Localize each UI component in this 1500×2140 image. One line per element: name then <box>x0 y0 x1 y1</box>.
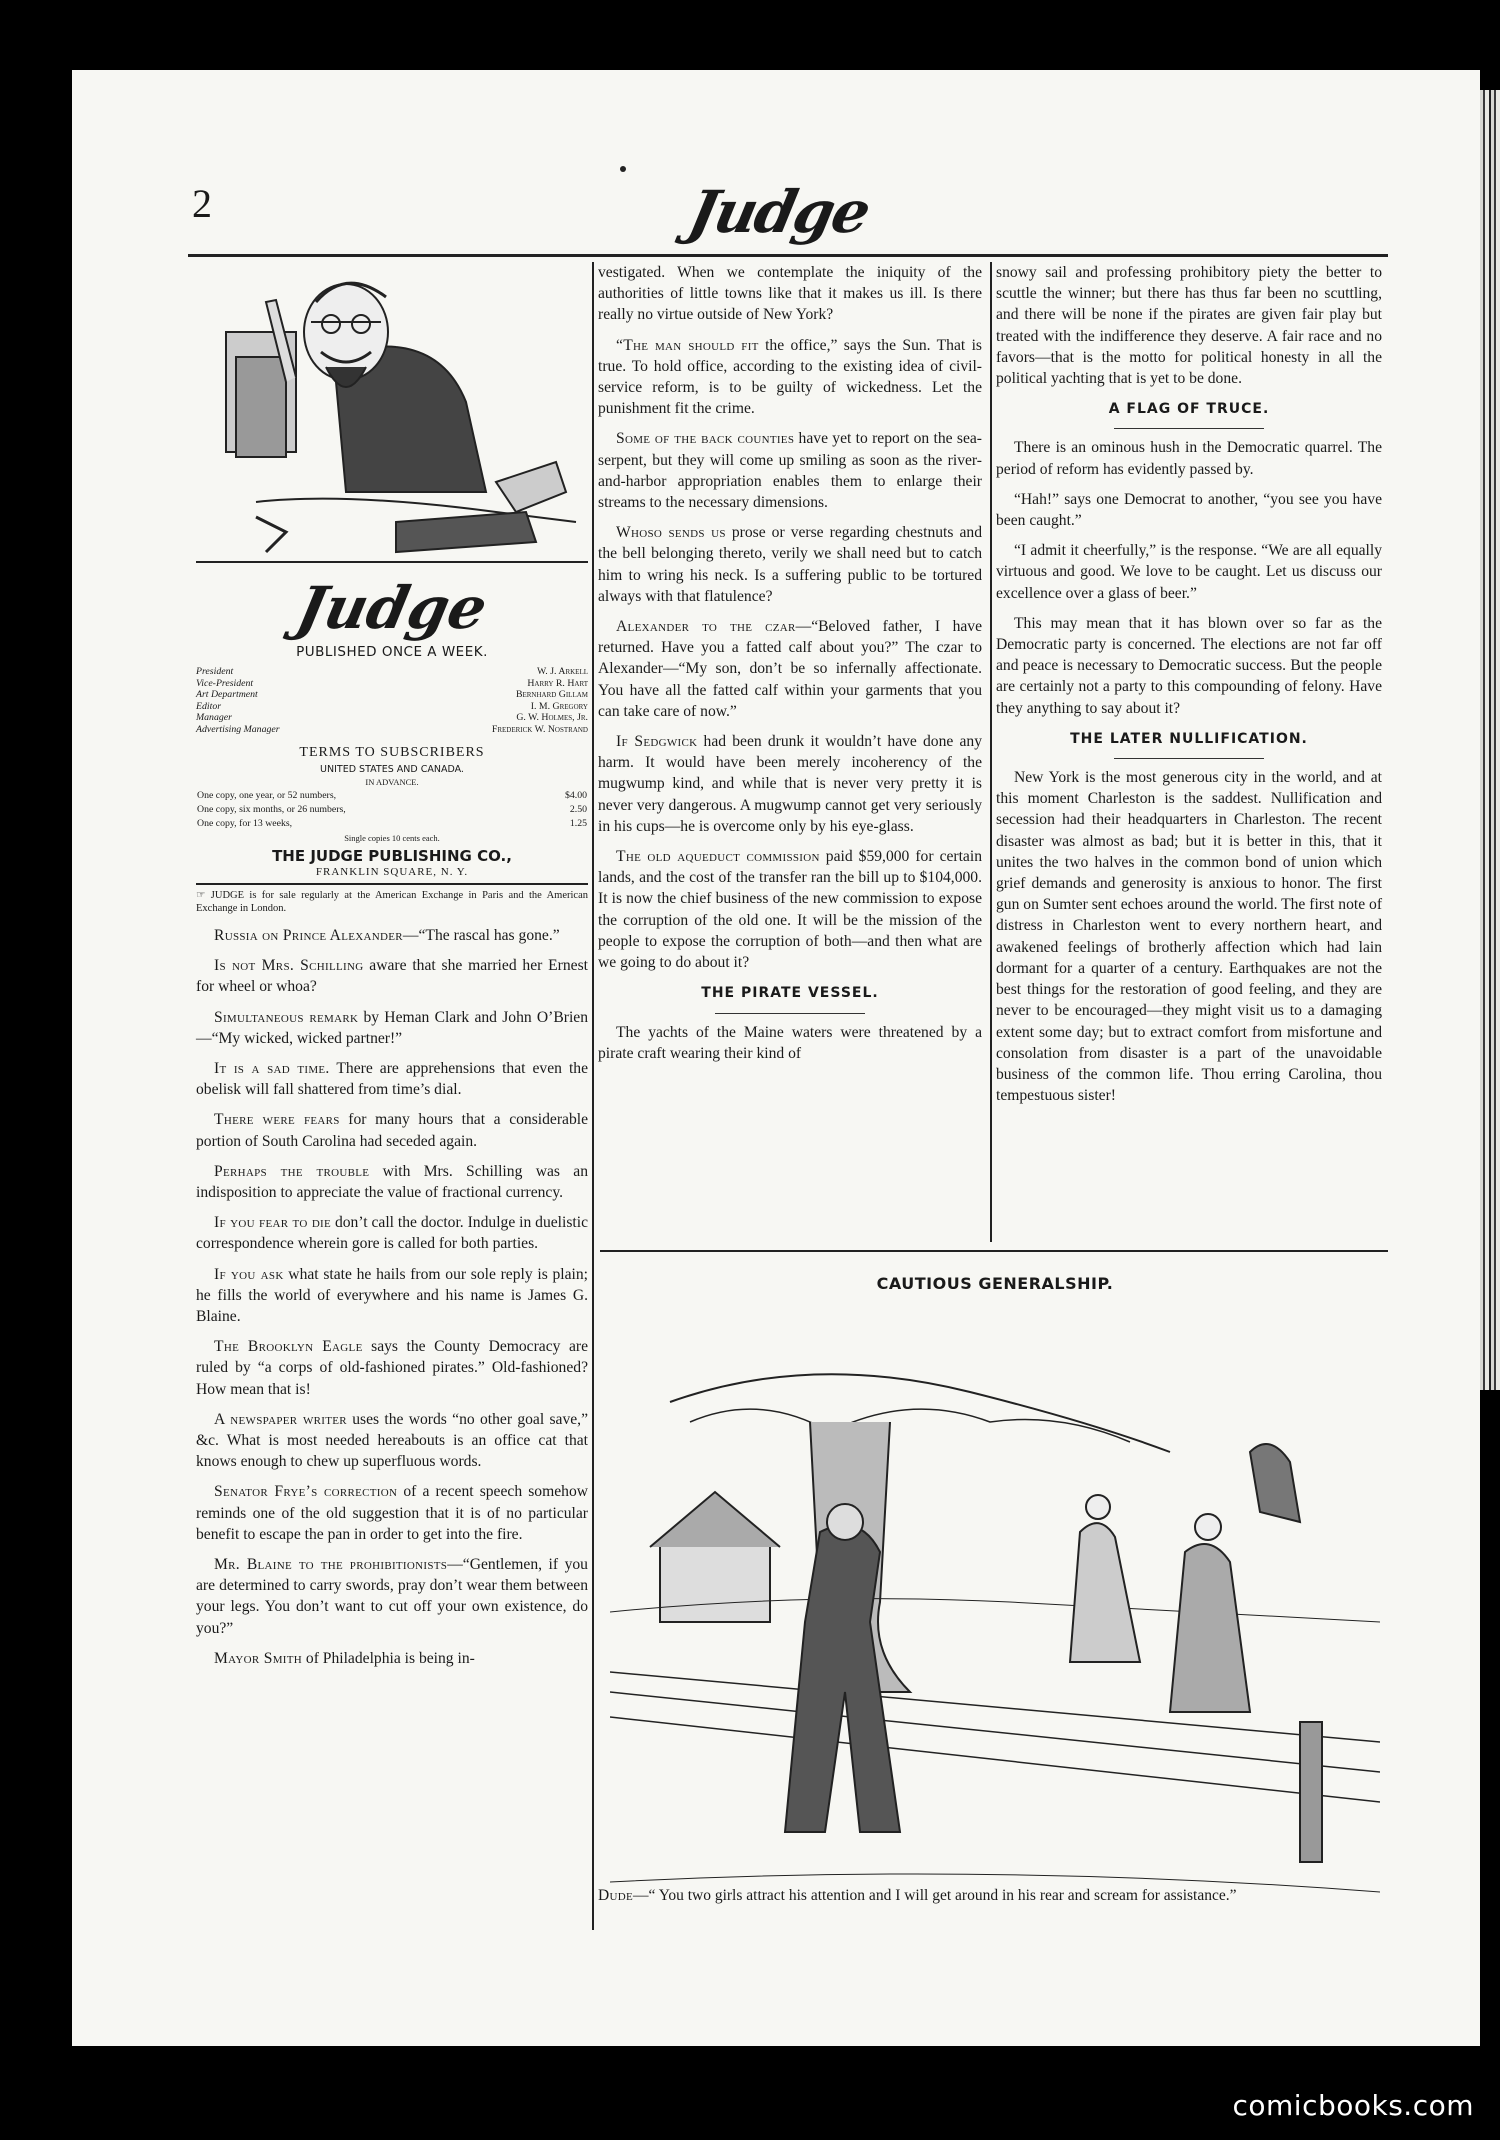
staff-row: Manager G. W. Holmes, Jr. <box>196 712 588 723</box>
pirate-vessel-text: The yachts of the Maine waters were threatened by a pirate craft wearing their kind of <box>598 1023 982 1062</box>
terms-advance: IN ADVANCE. <box>365 777 419 787</box>
header-rule <box>188 254 1388 257</box>
pirate-continued-text: snowy sail and professing prohibitory piety the better to scuttle the winner; but there has thus far been no scuttling, and there will be none if the pirates are given fair play but treated with the indifference they deserve. A fair race and no favors—that is the motto for political honesty in all the political yachting that is yet to be done. <box>996 264 1382 388</box>
paragraph-lead: Whoso sends us <box>616 524 726 542</box>
column-2-paragraph <box>598 262 982 326</box>
paragraph-lead: Is not Mrs. Schilling <box>214 957 364 975</box>
column-1-paragraph <box>196 1058 588 1100</box>
single-copy-price: Single copies 10 cents each. <box>344 833 440 843</box>
paragraph-text: There are apprehensions that even the obelisk will fall shattered from time’s dial. <box>196 1060 588 1099</box>
paragraph-lead: Alexander to the czar <box>616 618 796 636</box>
column-1-paragraph <box>196 1481 588 1545</box>
cartoon-title: CAUTIOUS GENERALSHIP. <box>876 1274 1114 1293</box>
column-1-paragraph <box>196 1212 588 1254</box>
paragraph-text: —“Gentlemen, if you are determined to carry swords, pray don’t wear them between your legs. You don’t want to cut off your own existence, do you?” <box>196 1556 588 1637</box>
paragraph-text: of Philadelphia is being in- <box>302 1649 475 1667</box>
staff-row: Editor I. M. Gregory <box>196 700 588 712</box>
paragraph-text: says the County Democracy are ruled by “a corps of old-fashioned pirates.” Old-fashioned? How mean that is! <box>196 1338 589 1398</box>
column-1-paragraph <box>196 1264 588 1328</box>
column-1-paragraphs <box>196 925 588 1669</box>
paragraph-text: had been drunk it wouldn’t have done any harm. It would have been merely incoherency of the mugwump kind, and while that is never very pretty it is never very dangerous. A mugwump cannot get very seriously in his cups—he is overcome only by his eye-glass. <box>598 733 982 835</box>
column-2-paragraph <box>598 616 982 722</box>
column-1-paragraph <box>196 1007 588 1049</box>
paragraph-text: what state he hails from our sole reply is plain; he fills the world of everywhere and his name is James G. Blaine. <box>196 1265 588 1326</box>
masthead-logo: Judge <box>290 574 494 642</box>
paragraph-text: uses the words “no other goal save,” &c. What is most needed hereabouts is an office cat that knows enough to chew up superfluous words. <box>196 1410 588 1471</box>
editor-cartoon-illustration <box>196 262 588 572</box>
paragraph-lead: The Brooklyn Eagle <box>214 1338 363 1356</box>
paragraph-lead: Mr. Blaine to the prohibitionists <box>214 1556 448 1574</box>
truce-paragraph: There is an ominous hush in the Democratic quarrel. The period of reform has evidently passed by. <box>996 439 1382 478</box>
paragraph-text: with Mrs. Schilling was an indisposition to appreciate the value of fractional currency. <box>196 1162 588 1202</box>
column-1-paragraph <box>196 1409 588 1473</box>
paragraph-text: the office,” says the Sun. That is true. To hold office, according to the existing idea of civil-service reform, is to be guilty of wickedness. Let the punishment fit the crime. <box>598 336 982 418</box>
paragraph-text: of a recent speech somehow reminds one of the old suggestion that it is of no particular benefit to escape the pan in order to get into the fire. <box>196 1483 588 1543</box>
paragraph-text: —“The rascal has gone.” <box>402 927 560 944</box>
paragraph-lead: If you ask <box>214 1265 284 1283</box>
column-1-paragraph <box>196 955 588 997</box>
section-rule <box>600 1250 1388 1252</box>
ornament-dot <box>620 166 626 172</box>
paragraph-lead: Russia on Prince Alexander <box>214 927 403 944</box>
column-2-paragraph <box>598 522 982 607</box>
page-number: 2 <box>192 181 212 226</box>
sale-notice: ☞ JUDGE is for sale regularly at the American Exchange in Paris and the American Exchange in London. <box>196 890 588 914</box>
column-1-paragraph <box>196 1109 588 1151</box>
cautious-generalship-cartoon <box>610 1318 1380 1966</box>
column-2 <box>598 262 982 1073</box>
staff-row: President W. J. Arkell <box>196 666 588 677</box>
paragraph-lead: Senator Frye’s correction <box>214 1483 398 1501</box>
truce-paragraph: “I admit it cheerfully,” is the response. “We are all equally virtuous and good. We love to be caught. Let us discuss our excellence over a glass of beer.” <box>996 542 1382 602</box>
heading-underline <box>1114 758 1264 759</box>
column-1-paragraph <box>196 1554 588 1639</box>
caption-text: —“ You two girls attract his attention and I will get around in his rear and scream for assistance.” <box>633 1887 1237 1904</box>
staff-row: Vice-President Harry R. Hart <box>196 677 588 689</box>
terms-region: UNITED STATES AND CANADA. <box>320 764 464 775</box>
column-2-paragraph <box>598 428 982 513</box>
flag-of-truce-heading: A FLAG OF TRUCE. <box>1108 401 1270 418</box>
paragraph-lead: It is a sad time. <box>214 1060 330 1078</box>
paragraph-lead: If you fear to die <box>214 1214 332 1232</box>
staff-row: Art Department Bernhard Gillam <box>196 689 588 700</box>
staff-list <box>196 666 588 735</box>
paragraph-lead: “The man should fit <box>616 336 759 354</box>
scan-edge <box>1480 90 1500 1390</box>
paragraph-text: aware that she married her Ernest for wheel or whoa? <box>196 957 588 996</box>
nullification-text: New York is the most generous city in the world, and at this moment Charleston is the saddest. Nullification and secession had their headquarters in Charleston. The recent disaster was almost as bad; but it is better in this, that it unites the two halves in the common bond of union which grief demands and generosity is anxious to honor. The first gun on Sumter sent echoes around the world. The first note of distress in Charleston went to every northern heart, and awakened feelings of brotherly affection which had lain dormant for a quarter of a century. Earthquakes are not the best things for the restoration of good feeling, and they are never to be encouraged—they might visit us to a damaging extent some day; but to extract comfort from misfortune and consolation from disaster is a part of the unavoidable business of the common life. Thou erring Carolina, thou tempestuous sister! <box>996 769 1383 1105</box>
column-rule-2 <box>990 262 992 1242</box>
later-nullification-heading: THE LATER NULLIFICATION. <box>1070 730 1308 747</box>
price-list <box>196 789 588 831</box>
column-2-paragraph <box>598 846 982 973</box>
caption-speaker: Dude <box>598 1887 634 1904</box>
column-2-paragraph <box>598 731 982 837</box>
heading-underline <box>715 1013 865 1014</box>
heading-underline <box>1114 428 1264 429</box>
publisher-address: FRANKLIN SQUARE, N. Y. <box>315 866 469 878</box>
paragraph-lead: A newspaper writer <box>214 1410 347 1428</box>
paragraph-lead: The old aqueduct commission <box>616 848 820 866</box>
column-1-paragraph <box>196 1648 588 1669</box>
publication-frequency: PUBLISHED ONCE A WEEK. <box>296 644 488 660</box>
column-rule-1 <box>592 262 594 1930</box>
paragraph-text: don’t call the doctor. Indulge in duelistic correspondence wherein gore is called for both parties. <box>196 1214 589 1253</box>
column-1-paragraph <box>196 925 588 946</box>
paragraph-lead: There were fears <box>214 1111 340 1129</box>
paragraph-lead: Perhaps the trouble <box>214 1162 370 1180</box>
paragraph-text: for many hours that a considerable portion of South Carolina had seceded again. <box>196 1111 588 1150</box>
masthead-rule <box>196 883 588 885</box>
column-1-paragraph <box>196 1161 588 1203</box>
cartoon-caption <box>598 1886 1388 1906</box>
price-row: One copy, six months, or 26 numbers, 2.50 <box>197 804 587 815</box>
paragraph-lead: If Sedgwick <box>616 733 698 751</box>
paragraph-text: by Heman Clark and John O’Brien—“My wicked, wicked partner!” <box>196 1008 589 1047</box>
column-2-paragraph <box>598 335 982 420</box>
truce-paragraph: “Hah!” says one Democrat to another, “you see you have been caught.” <box>996 490 1382 530</box>
paragraph-lead: Simultaneous remark <box>214 1008 359 1026</box>
truce-paragraph: This may mean that it has blown over so far as the Democratic party is concerned. The elections are not far off and peace is necessary to Democratic success. But the people are certainly not a party to this compounding of felony. Have they anything to say about it? <box>996 614 1382 717</box>
price-row: One copy, one year, or 52 numbers, $4.00 <box>197 790 587 801</box>
paragraph-text: prose or verse regarding chestnuts and the bell belonging thereto, verily we shall need but to catch him to wring his neck. Is a suffering public to be tortured always with that flatulence? <box>598 524 982 605</box>
paragraph-text: —“Beloved father, I have returned. Have you a fatted calf about you?” The czar to Alexander—“My son, don’t be so infernally affectionate. You have all the fatted calf within your garments that you can take care of now.” <box>598 618 982 720</box>
column-2-paragraphs <box>598 262 982 973</box>
terms-title: TERMS TO SUBSCRIBERS <box>299 745 485 760</box>
price-row: One copy, for 13 weeks, 1.25 <box>197 818 587 829</box>
paragraph-text: paid $59,000 for certain lands, and the cost of the transfer ran the bill up to $104,000. It is now the chief business of the new commission to expose the corruption of the old one. It will be the mission of the people to expose the corruption of both—and then what are we going to do about it? <box>598 848 982 972</box>
paragraph-lead: Mayor Smith <box>214 1649 303 1667</box>
publisher-name: THE JUDGE PUBLISHING CO., <box>272 847 512 865</box>
column-3 <box>996 262 1382 1115</box>
watermark: comicbooks.com <box>1232 2089 1474 2122</box>
paragraph-text: vestigated. When we contemplate the iniquity of the authorities of little towns like that it makes us ill. Is there really no virtue outside of New York? <box>598 264 982 324</box>
header-logo: Judge <box>682 178 875 246</box>
masthead <box>196 262 588 1678</box>
paragraph-lead: Some of the back counties <box>616 430 795 448</box>
pirate-vessel-heading: THE PIRATE VESSEL. <box>701 985 879 1002</box>
staff-row: Advertising Manager Frederick W. Nostrand <box>196 723 588 735</box>
column-1-paragraph <box>196 1336 588 1400</box>
paragraph-text: have yet to report on the sea-serpent, but they will come up smiling as soon as the river-and-harbor appropriation enables them to enlarge their streams to the necessary dimensions. <box>598 430 983 512</box>
